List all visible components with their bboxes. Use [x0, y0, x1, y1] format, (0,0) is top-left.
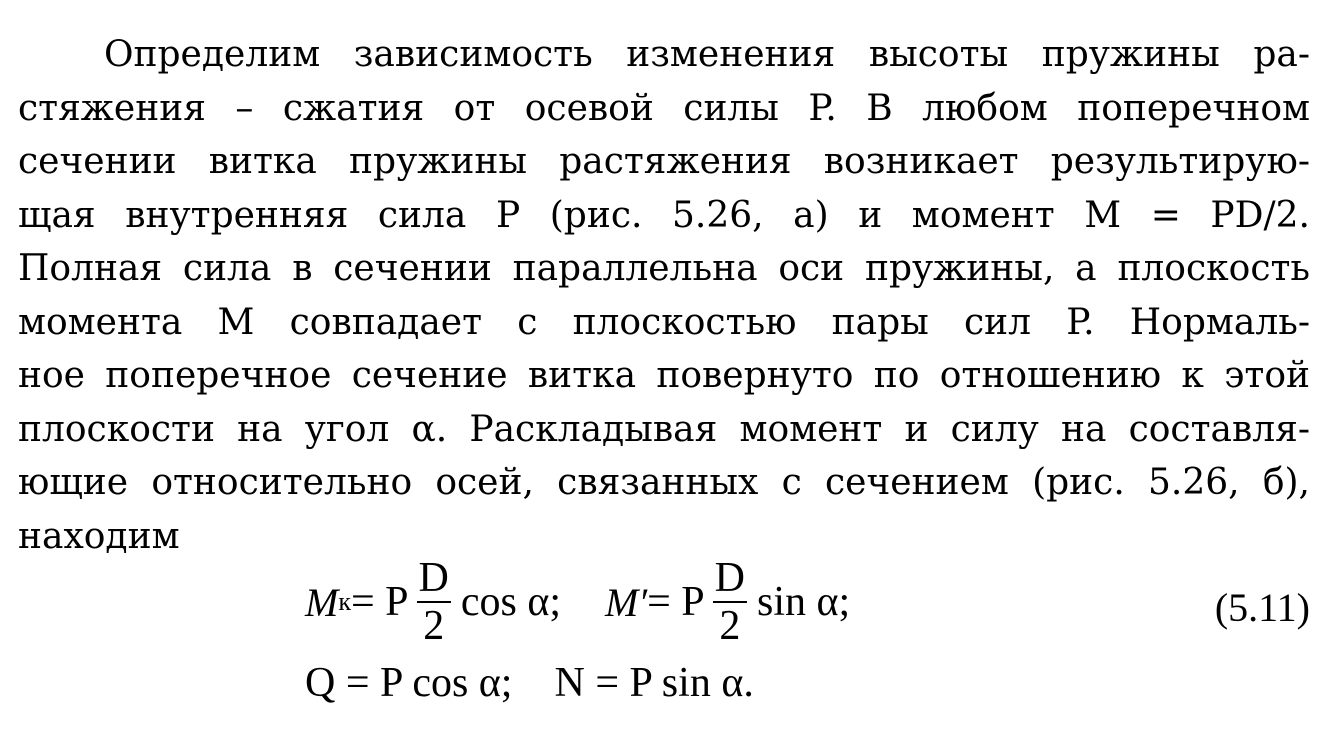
- formula-q: Q = P cos α;: [305, 660, 513, 706]
- body-paragraph: [18, 28, 1310, 563]
- fraction-numerator: D: [714, 555, 745, 601]
- fraction-d-over-2: [713, 555, 747, 649]
- text-line: плоскости на угол α. Раскладывая момент и силу на составля-: [18, 408, 1310, 450]
- fraction-denominator: 2: [423, 603, 445, 649]
- equation-number: (5.11): [1214, 585, 1310, 630]
- formula-line-2: [305, 655, 754, 711]
- formula-mprime-trig: sin α;: [757, 579, 851, 625]
- text-line: ющие относительно осей, связанных с сечением (рис. 5.26, б),: [18, 462, 1310, 503]
- formula-mk-trig: cos α;: [460, 579, 562, 625]
- formula-line-1: [305, 552, 850, 652]
- fraction-denominator: 2: [719, 603, 741, 649]
- formula-mprime-lhs: M′: [605, 579, 648, 625]
- text-line: Полная сила в сечении параллельна оси пружины, а плоскость: [18, 248, 1310, 289]
- text-line: сечении витка пружины растяжения возникает результирую-: [18, 141, 1310, 182]
- fraction-numerator: D: [418, 555, 449, 601]
- text-line: момента M совпадает с плоскостью пары сил P. Нормаль-: [18, 301, 1310, 343]
- formula-mprime-eq: = P: [647, 579, 705, 625]
- text-line: находим: [18, 515, 180, 557]
- formula-mk-eq: = P: [350, 579, 409, 625]
- text-line: Определим зависимость изменения высоты пружины ра-: [104, 34, 1310, 75]
- text-line: ное поперечное сечение витка повернуто по отношению к этой: [18, 355, 1310, 396]
- formula-mk-subscript: к: [338, 587, 351, 616]
- text-line: щая внутренняя сила P (рис. 5.26, а) и момент M = PD/2.: [18, 194, 1310, 236]
- fraction-d-over-2: [417, 555, 451, 649]
- formula-n: N = P sin α.: [554, 660, 754, 706]
- text-line: стяжения – сжатия от осевой силы P. В любом поперечном: [18, 87, 1310, 129]
- formula-mk-lhs: M: [305, 579, 339, 625]
